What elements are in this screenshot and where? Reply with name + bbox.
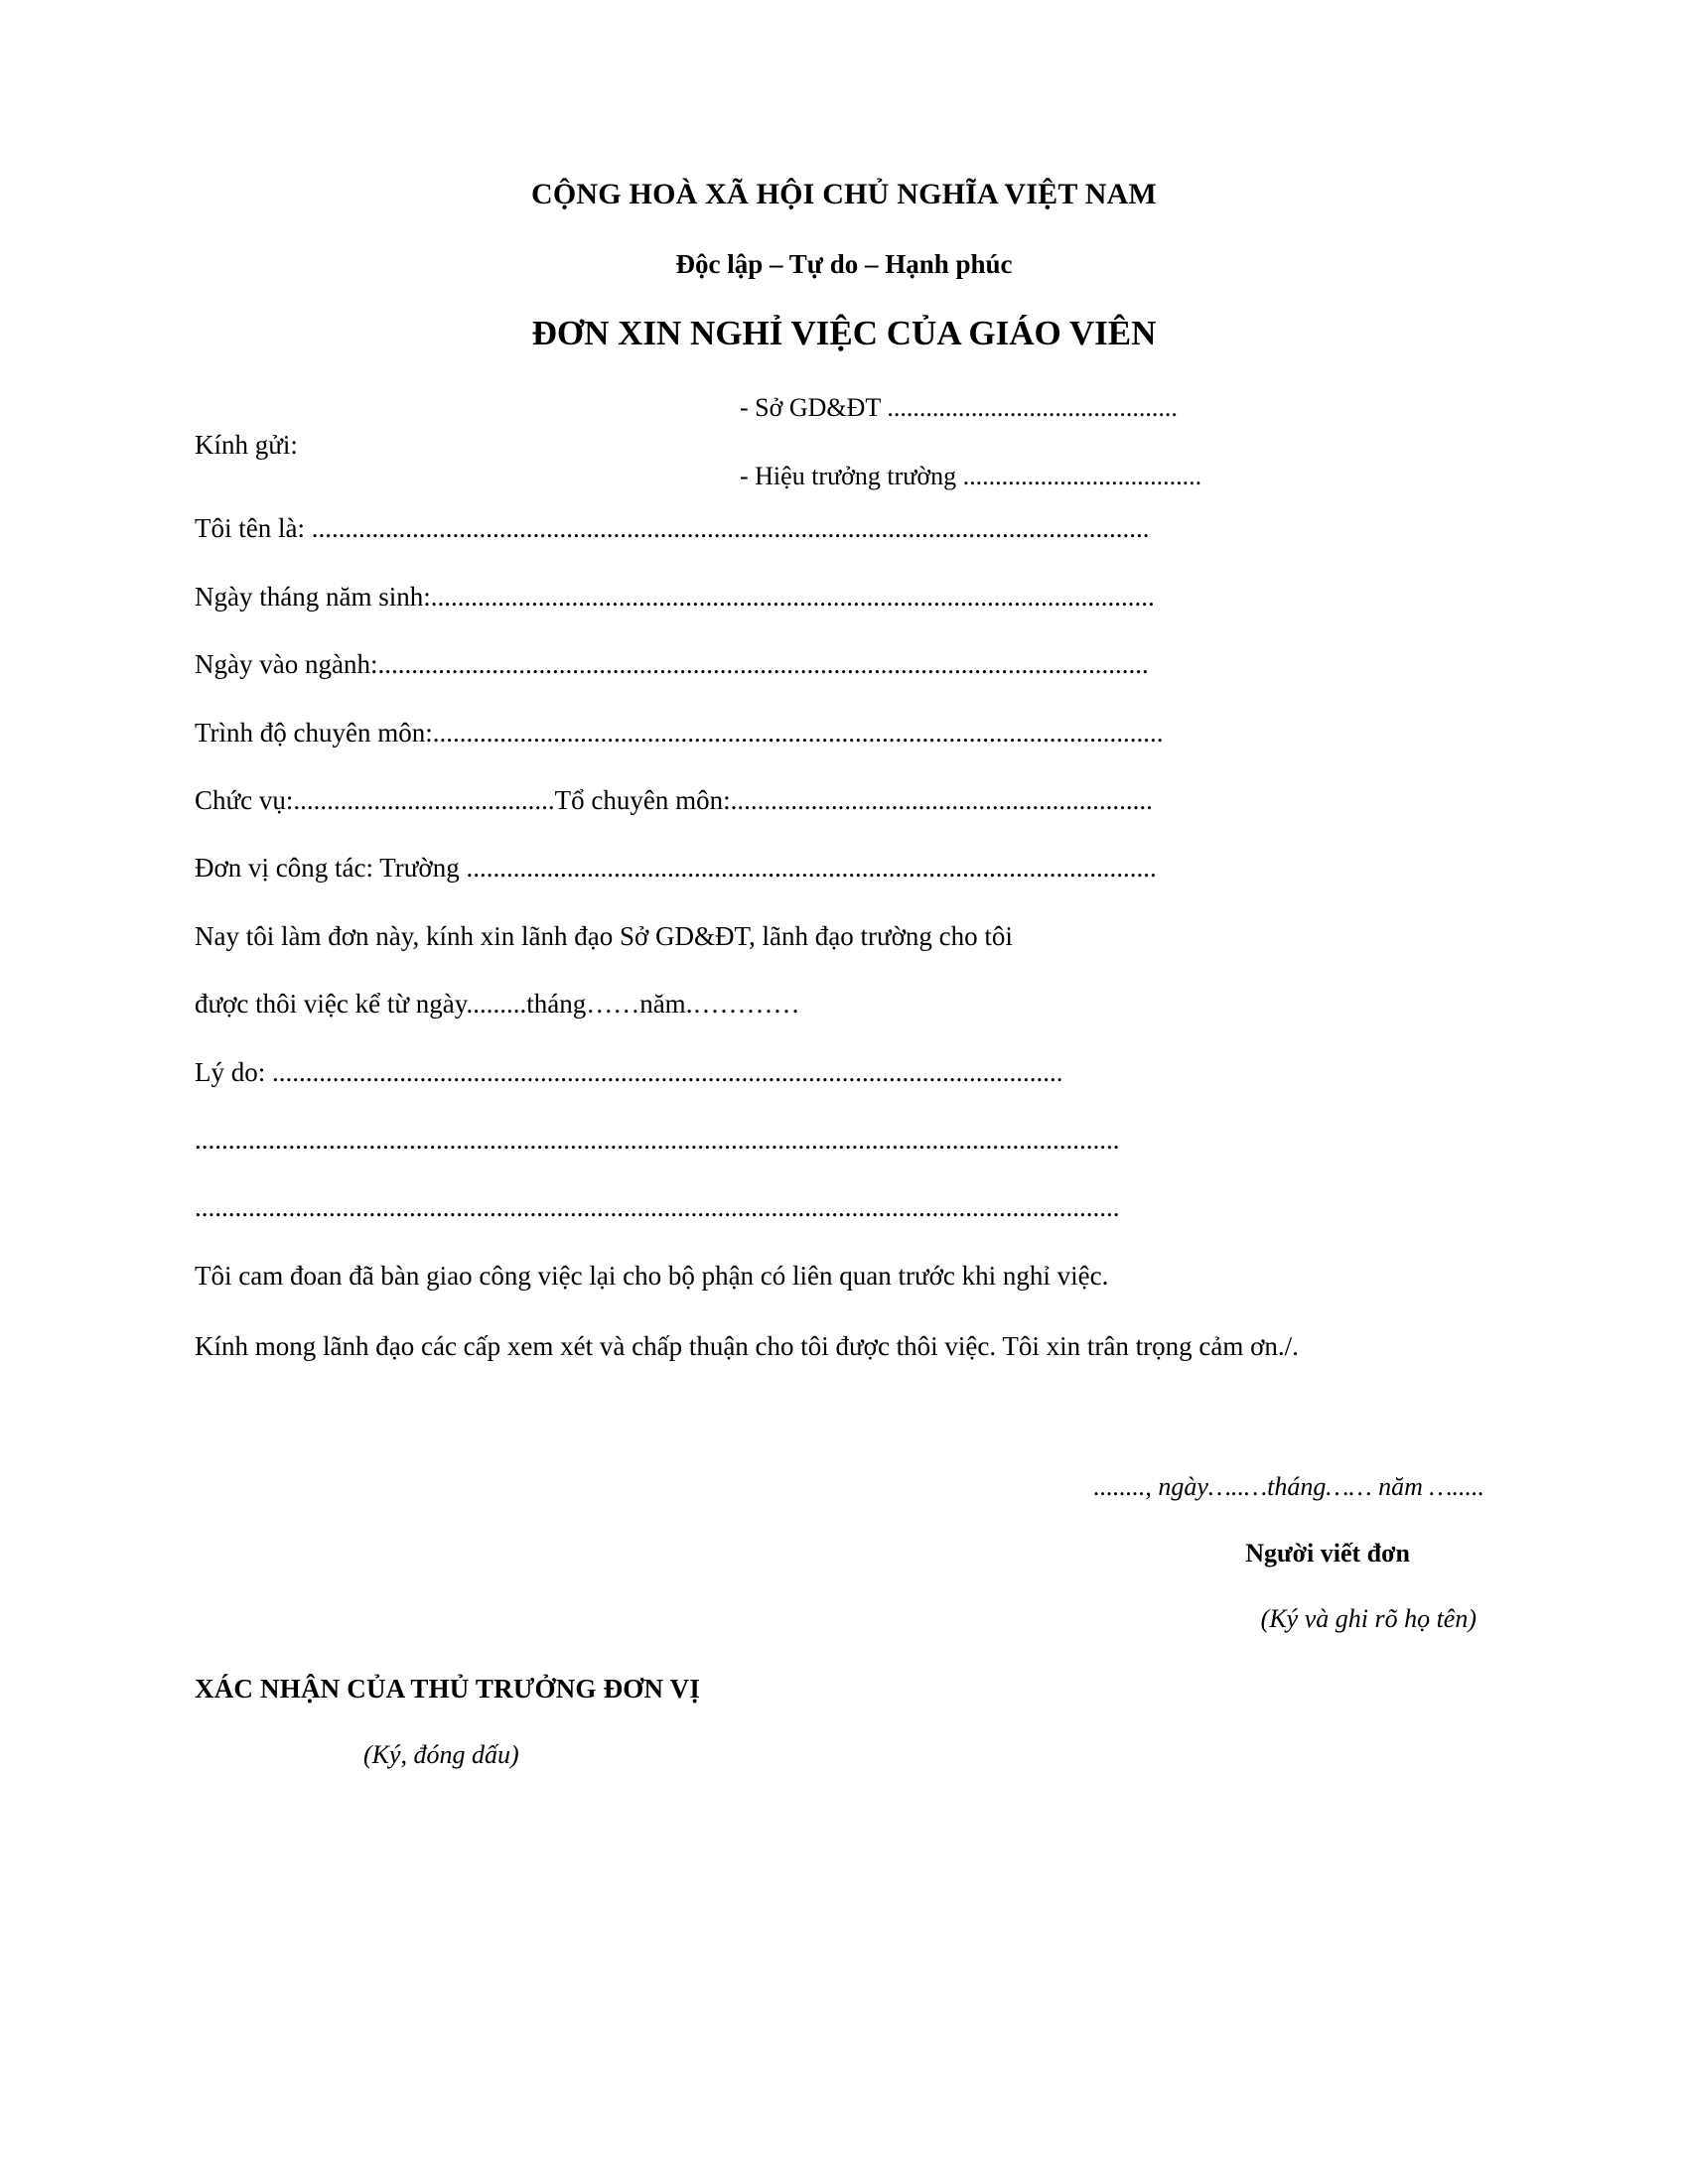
field-reason[interactable]: Lý do: ......................................................................................................................	[195, 1056, 1063, 1087]
request-line-1: Nay tôi làm đơn này, kính xin lãnh đạo Sở GD&ĐT, lãnh đạo trường cho tôi	[195, 920, 1013, 951]
signature-note: (Ký và ghi rõ họ tên)	[1260, 1604, 1477, 1634]
recipient-list	[740, 392, 1435, 490]
field-full-name[interactable]: Tôi tên là: .............................................................................................................................	[195, 513, 1150, 544]
national-title: CỘNG HOÀ XÃ HỘI CHỦ NGHĨA VIỆT NAM	[531, 178, 1157, 210]
recipient-item-department[interactable]: - Sở GD&ĐT .............................................	[740, 393, 1178, 423]
page-title: ĐƠN XIN NGHỈ VIỆC CỦA GIÁO VIÊN	[531, 314, 1157, 353]
recipient-label: Kính gửi:	[195, 430, 298, 461]
recipient-item-principal[interactable]: - Hiệu trưởng trường .....................................	[740, 461, 1202, 490]
signature-role-label: Người viết đơn	[1245, 1539, 1410, 1569]
signature-section	[0, 1472, 1688, 1634]
field-date-of-birth[interactable]: Ngày tháng năm sinh:............................................................................................................	[195, 581, 1155, 612]
national-motto: Độc lập – Tự do – Hạnh phúc	[675, 249, 1013, 279]
confirmation-section	[0, 1674, 1688, 1770]
document-header	[0, 0, 1688, 354]
confirmation-note: (Ký, đóng dấu)	[363, 1740, 519, 1770]
field-workplace[interactable]: Đơn vị công tác: Trường .......................................................................................................	[195, 853, 1157, 884]
field-position-and-group[interactable]: Chức vụ:.......................................Tổ chuyên môn:...............................................................	[195, 784, 1153, 815]
field-reason-line-3[interactable]: ..........................................................................................................................................	[195, 1192, 1120, 1223]
field-date-joined[interactable]: Ngày vào ngành:...................................................................................................................	[195, 649, 1149, 680]
recipient-section	[0, 392, 1688, 496]
confirmation-title: XÁC NHẬN CỦA THỦ TRƯỞNG ĐƠN VỊ	[195, 1674, 701, 1705]
signature-date-line[interactable]: ........, ngày…..…tháng…… năm ….....	[1093, 1472, 1484, 1502]
closing-paragraph: Kính mong lãnh đạo các cấp xem xét và chấp thuận cho tôi được thôi việc. Tôi xin trân trọng cảm ơn./.	[195, 1331, 1299, 1362]
commitment-paragraph: Tôi cam đoan đã bàn giao công việc lại cho bộ phận có liên quan trước khi nghỉ việc.	[195, 1260, 1109, 1291]
document-body	[0, 512, 1688, 1366]
field-qualification[interactable]: Trình độ chuyên môn:.............................................................................................................	[195, 717, 1164, 748]
request-line-2[interactable]: được thôi việc kể từ ngày.........tháng……năm.…………	[195, 989, 800, 1020]
field-reason-line-2[interactable]: ..........................................................................................................................................	[195, 1124, 1120, 1155]
